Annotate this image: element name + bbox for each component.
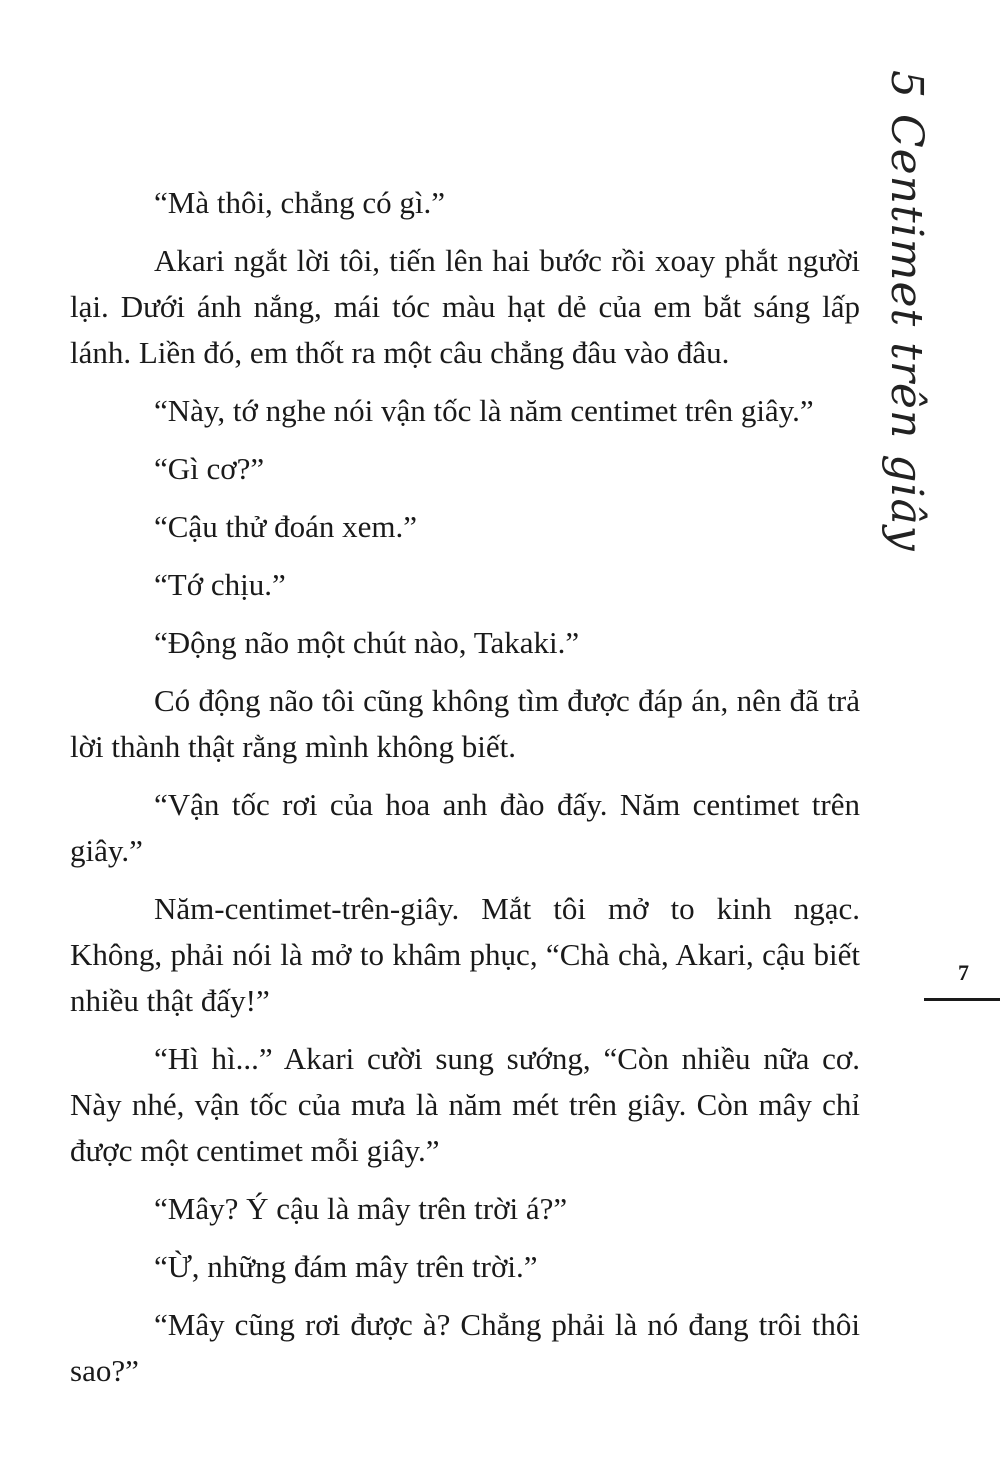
paragraph: “Mây? Ý cậu là mây trên trời á?” — [154, 1191, 568, 1226]
page-folio — [924, 960, 1000, 1001]
paragraph: “Cậu thử đoán xem.” — [154, 509, 418, 544]
paragraph: Năm-centimet-trên-giây. Mắt tôi mở to kinh ngạc. Không, phải nói là mở to khâm phục, “Chà chà, Akari, cậu biết nhiều thật đấy!” — [70, 891, 860, 1018]
folio-rule — [924, 998, 1000, 1001]
paragraph: “Vận tốc rơi của hoa anh đào đấy. Năm centimet trên giây.” — [70, 787, 860, 868]
paragraph: Có động não tôi cũng không tìm được đáp án, nên đã trả lời thành thật rằng mình không biết. — [70, 683, 860, 764]
running-title — [881, 70, 968, 552]
paragraph: “Ừ, những đám mây trên trời.” — [154, 1249, 538, 1284]
paragraph: “Tớ chịu.” — [154, 567, 286, 602]
paragraph: “Này, tớ nghe nói vận tốc là năm centimet trên giây.” — [154, 393, 814, 428]
paragraph: “Mây cũng rơi được à? Chẳng phải là nó đang trôi thôi sao?” — [70, 1307, 860, 1388]
running-title-text: 5 Centimet trên giây — [881, 70, 932, 552]
paragraph: “Mà thôi, chẳng có gì.” — [154, 185, 445, 220]
paragraph: “Gì cơ?” — [154, 451, 265, 486]
body-text — [70, 180, 860, 1406]
paragraph: “Hì hì...” Akari cười sung sướng, “Còn nhiều nữa cơ. Này nhé, vận tốc của mưa là năm mét trên giây. Còn mây chỉ được một centimet mỗi giây.” — [70, 1041, 860, 1168]
page-number: 7 — [958, 960, 969, 985]
paragraph: Akari ngắt lời tôi, tiến lên hai bước rồi xoay phắt người lại. Dưới ánh nắng, mái tóc màu hạt dẻ của em bắt sáng lấp lánh. Liền đó, em thốt ra một câu chẳng đâu vào đâu. — [70, 243, 860, 370]
paragraph: “Động não một chút nào, Takaki.” — [154, 625, 580, 660]
